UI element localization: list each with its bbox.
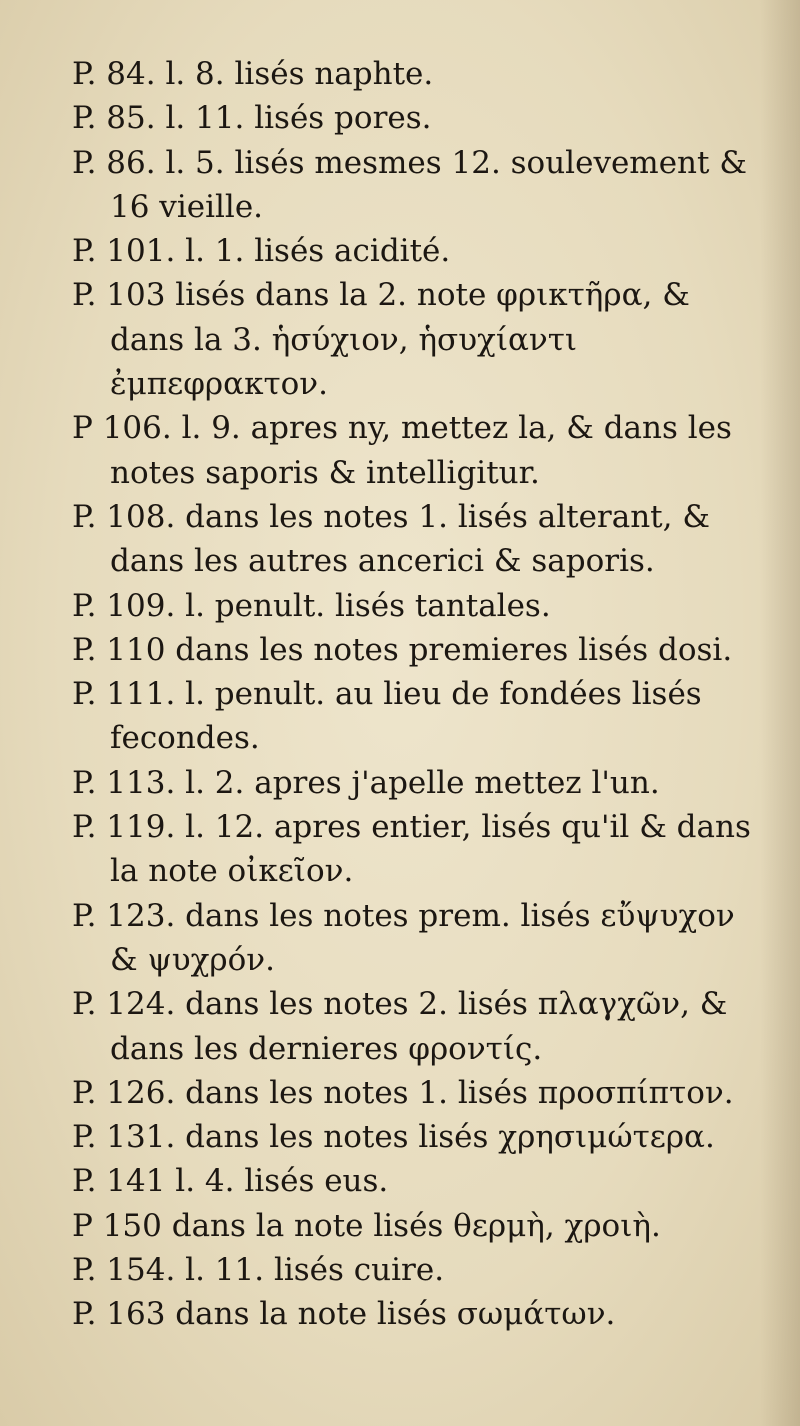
- errata-entry: P. 101. l. 1. lisés acidité.: [72, 233, 451, 270]
- errata-list: [72, 52, 762, 1337]
- errata-entry: P. 131. dans les notes lisés χρησιμώτερα.: [72, 1119, 715, 1156]
- errata-entry: P. 85. l. 11. lisés pores.: [72, 100, 432, 137]
- errata-entry: P. 108. dans les notes 1. lisés alterant, & dans les autres ancerici & saporis.: [72, 498, 710, 580]
- errata-entry: P. 84. l. 8. lisés naphte.: [72, 56, 434, 92]
- errata-entry: P. 86. l. 5. lisés mesmes 12. soulevement & 16 vieille.: [72, 144, 747, 225]
- errata-entry: P 150 dans la note lisés θερμὴ, χροιὴ.: [72, 1207, 661, 1244]
- errata-entry: P. 124. dans les notes 2. lisés πλαγχῶν, & dans les dernieres φροντίς.: [72, 986, 728, 1067]
- errata-entry: P. 163 dans la note lisés σωμάτων.: [72, 1296, 616, 1333]
- errata-entry: P. 123. dans les notes prem. lisés εὔψυχον & ψυχρόν.: [72, 897, 735, 978]
- errata-entry: P. 111. l. penult. au lieu de fondées lisés fecondes.: [72, 676, 702, 757]
- errata-entry: P 106. l. 9. apres ny, mettez la, & dans les notes saporis & intelligitur.: [72, 410, 732, 491]
- errata-entry: P. 109. l. penult. lisés tantales.: [72, 587, 551, 624]
- errata-entry: P. 113. l. 2. apres j'apelle mettez l'un.: [72, 764, 660, 801]
- errata-entry: P. 126. dans les notes 1. lisés προσπίπτον.: [72, 1074, 734, 1111]
- errata-entry: P. 154. l. 11. lisés cuire.: [72, 1252, 445, 1289]
- errata-entry: P. 110 dans les notes premieres lisés dosi.: [72, 631, 733, 668]
- errata-entry: P. 141 l. 4. lisés eus.: [72, 1163, 389, 1200]
- errata-entry: P. 119. l. 12. apres entier, lisés qu'il & dans la note οἰκεῖον.: [72, 809, 751, 890]
- page-edge-shadow: [760, 0, 800, 1426]
- errata-entry: P. 103 lisés dans la 2. note φρικτῆρα, & dans la 3. ἡσύχιον, ἡσυχίαντι ἐμπεφρακτον.: [72, 277, 690, 403]
